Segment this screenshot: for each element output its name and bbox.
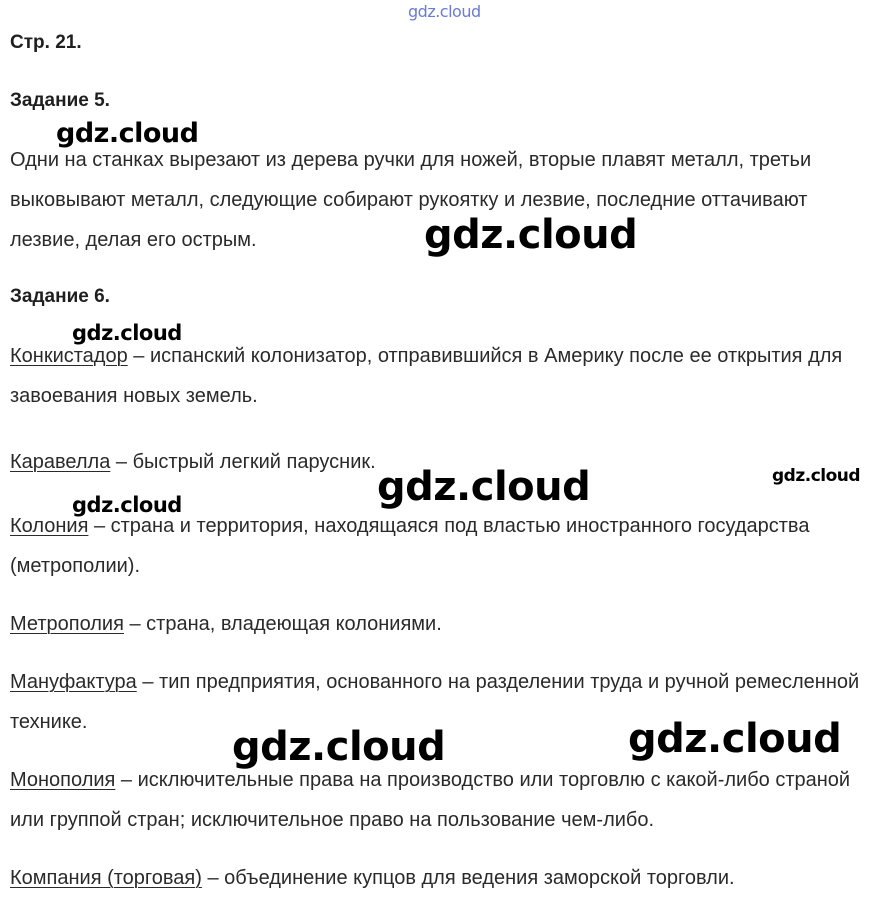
definition-manufactory-text: – тип предприятия, основанного на разделении труда и ручной ремесленной технике. <box>10 671 860 733</box>
term-monopoly: Монополия <box>10 769 116 791</box>
definition-company-text: – объединение купцов для ведения заморской торговли. <box>201 867 735 889</box>
task5-heading: Задание 5. <box>10 90 110 111</box>
definition-caravel-text: – быстрый легкий парусник. <box>110 451 376 473</box>
term-company: Компания (торговая) <box>10 867 202 889</box>
task6-heading: Задание 6. <box>10 286 110 307</box>
term-caravel: Каравелла <box>10 451 111 473</box>
watermark-top: gdz.cloud <box>408 2 481 21</box>
watermark: gdz.cloud <box>56 118 199 149</box>
definition-conquistador <box>10 336 880 416</box>
definition-monopoly <box>10 760 880 840</box>
term-manufactory: Мануфактура <box>10 671 137 693</box>
task5-text: Одни на станках вырезают из дерева ручки для ножей, вторые плавят металл, третьи выковывают металл, следующие собирают рукоятку и лезвие, последние оттачивают лезвие, делая его острым. <box>10 149 812 251</box>
term-metropolis: Метрополия <box>10 613 124 635</box>
page-label: Стр. 21. <box>10 32 82 53</box>
watermark: gdz.cloud <box>424 212 638 258</box>
definition-company <box>10 858 880 898</box>
watermark: gdz.cloud <box>72 321 182 345</box>
watermark: gdz.cloud <box>377 464 591 510</box>
definition-metropolis-text: – страна, владеющая колониями. <box>123 613 442 635</box>
watermark: gdz.cloud <box>72 493 182 517</box>
definition-metropolis <box>10 604 880 644</box>
definition-monopoly-text: – исключительные права на производство или торговлю с какой-либо страной или группой стран; исключительное право на пользование чем-либо. <box>10 769 851 831</box>
term-colony: Колония <box>10 515 89 537</box>
watermark: gdz.cloud <box>628 716 842 762</box>
definition-conquistador-text: – испанский колонизатор, отправившийся в Америку после ее открытия для завоевания новых земель. <box>10 345 843 407</box>
definition-colony-text: – страна и территория, находящаяся под властью иностранного государства (метрополии). <box>10 515 810 577</box>
definition-colony <box>10 506 880 586</box>
watermark: gdz.cloud <box>772 466 861 486</box>
watermark: gdz.cloud <box>232 724 446 770</box>
term-conquistador: Конкистадор <box>10 345 128 367</box>
